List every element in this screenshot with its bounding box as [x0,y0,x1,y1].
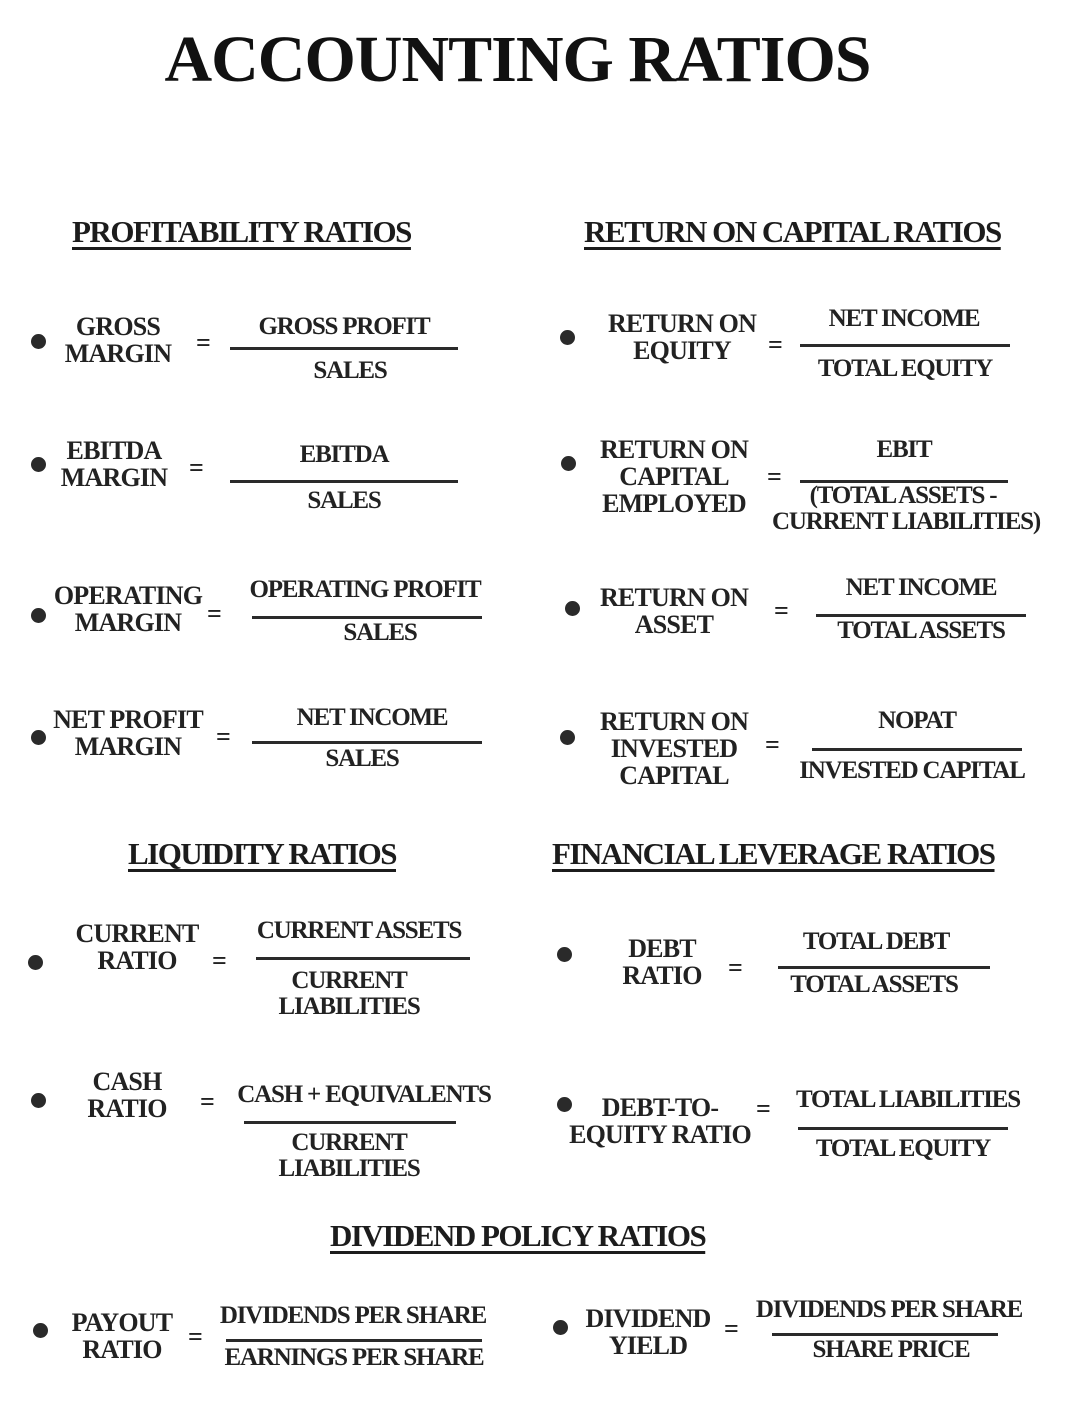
formula-denominator: CURRENT LIABILITIES [278,1129,420,1182]
formula-numerator: DIVIDENDS PER SHARE [219,1302,487,1329]
liquidity-ratios-heading: LIQUIDITY RATIOS [128,836,396,871]
bullet-icon [31,1093,46,1108]
formula-numerator: EBIT [876,436,932,463]
formula-denominator: SHARE PRICE [812,1336,970,1363]
formula-denominator: INVESTED CAPITAL [799,757,1025,784]
formula-denominator: TOTAL ASSETS [790,971,958,998]
formula-denominator: TOTAL EQUITY [817,355,993,382]
equals-sign: = [200,1087,215,1116]
return-on-capital-ratios-heading: RETURN ON CAPITAL RATIOS [584,214,1001,249]
fraction-bar [778,966,990,969]
bullet-icon [557,947,572,962]
formula-denominator: SALES [325,745,399,772]
formula-denominator: TOTAL EQUITY [815,1135,991,1162]
bullet-icon [560,730,575,745]
formula-denominator: EARNINGS PER SHARE [224,1344,484,1371]
formula-term: NET PROFIT MARGIN [53,705,203,761]
formula-numerator: NET INCOME [845,574,997,601]
fraction-bar [800,344,1010,347]
formula-numerator: OPERATING PROFIT [249,576,481,603]
bullet-icon [553,1320,568,1335]
formula-term: CASH RATIO [87,1067,167,1123]
formula-term: PAYOUT RATIO [71,1308,173,1364]
formula-denominator: SALES [343,619,417,646]
fraction-bar [244,1121,456,1124]
formula-denominator: SALES [307,487,381,514]
fraction-bar [252,741,482,744]
formula-term: DIVIDEND YIELD [585,1304,711,1360]
formula-numerator: DIVIDENDS PER SHARE [755,1296,1023,1323]
formula-term: DEBT-TO- EQUITY RATIO [569,1093,751,1149]
formula-numerator: NET INCOME [296,704,448,731]
bullet-icon [28,955,43,970]
formula-numerator: NET INCOME [828,305,980,332]
equals-sign: = [767,462,782,491]
formula-numerator: NOPAT [878,707,956,734]
fraction-bar [256,957,470,960]
formula-denominator: (TOTAL ASSETS - CURRENT LIABILITIES) [772,482,1040,535]
page-title: ACCOUNTING RATIOS [164,23,871,96]
formula-denominator: SALES [313,357,387,384]
bullet-icon [33,1323,48,1338]
bullet-icon [561,456,576,471]
equals-sign: = [189,453,204,482]
formula-term: DEBT RATIO [622,934,702,990]
formula-term: RETURN ON CAPITAL EMPLOYED [599,435,749,518]
formula-term: GROSS MARGIN [64,312,172,368]
formula-term: CURRENT RATIO [75,919,199,975]
formula-term: RETURN ON INVESTED CAPITAL [599,707,749,790]
fraction-bar [798,1127,1008,1130]
fraction-bar [812,748,1022,751]
equals-sign: = [216,722,231,751]
formula-term: RETURN ON ASSET [599,583,749,639]
equals-sign: = [207,599,222,628]
equals-sign: = [196,328,211,357]
bullet-icon [31,608,46,623]
bullet-icon [31,457,46,472]
bullet-icon [565,601,580,616]
formula-numerator: CASH + EQUIVALENTS [237,1081,491,1108]
formula-numerator: GROSS PROFIT [258,313,430,340]
formula-term: OPERATING MARGIN [53,581,203,637]
formula-term: RETURN ON EQUITY [607,309,757,365]
formula-numerator: TOTAL DEBT [802,928,950,955]
formula-denominator: TOTAL ASSETS [837,617,1005,644]
formula-numerator: TOTAL LIABILITIES [796,1086,1020,1113]
fraction-bar [230,480,458,483]
financial-leverage-ratios-heading: FINANCIAL LEVERAGE RATIOS [552,836,995,871]
fraction-bar [230,347,458,350]
equals-sign: = [774,596,789,625]
formula-term: EBITDA MARGIN [60,436,168,492]
formula-denominator: CURRENT LIABILITIES [278,967,420,1020]
bullet-icon [31,334,46,349]
equals-sign: = [756,1094,771,1123]
equals-sign: = [765,730,780,759]
equals-sign: = [724,1314,739,1343]
equals-sign: = [728,953,743,982]
dividend-policy-ratios-heading: DIVIDEND POLICY RATIOS [330,1218,706,1253]
formula-numerator: CURRENT ASSETS [256,917,462,944]
equals-sign: = [212,946,227,975]
fraction-bar [226,1339,482,1342]
profitability-ratios-heading: PROFITABILITY RATIOS [72,214,411,249]
formula-numerator: EBITDA [299,441,389,468]
bullet-icon [560,330,575,345]
bullet-icon [31,730,46,745]
equals-sign: = [188,1322,203,1351]
equals-sign: = [768,330,783,359]
